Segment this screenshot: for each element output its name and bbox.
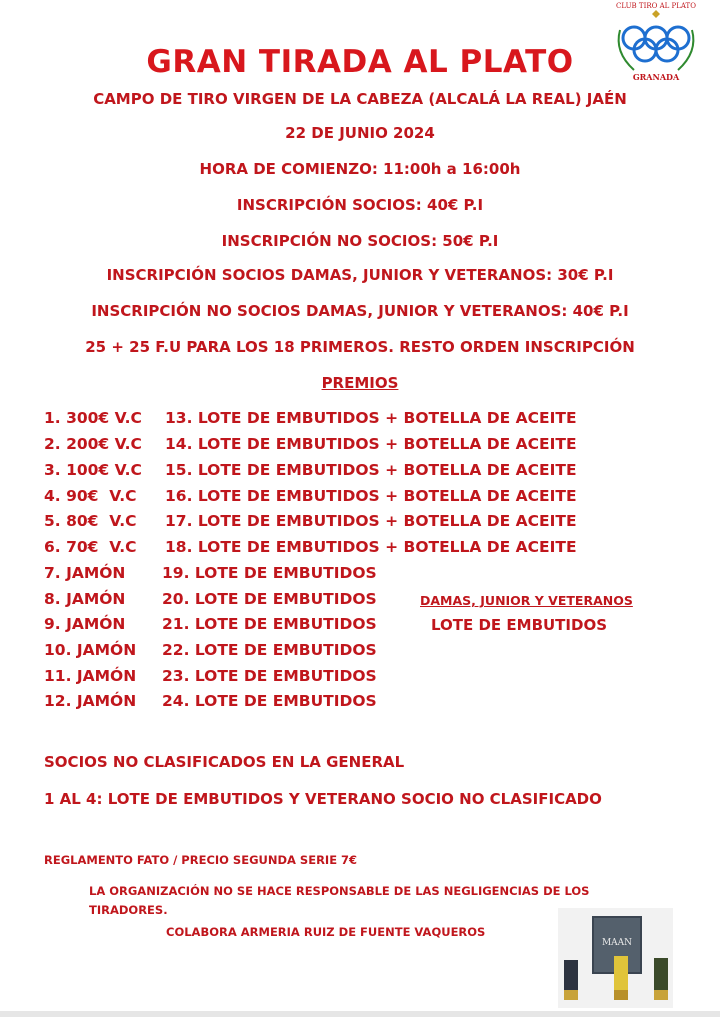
fee-no-socios: INSCRIPCIÓN NO SOCIOS: 50€ P.I <box>221 232 499 250</box>
prize-left-4: 4. 90€ V.C <box>44 487 137 505</box>
socios-prize: 1 AL 4: LOTE DE EMBUTIDOS Y VETERANO SOCIO NO CLASIFICADO <box>44 790 602 808</box>
prize-right-24: 24. LOTE DE EMBUTIDOS <box>162 692 377 710</box>
organizacion-line-2: TIRADORES. <box>89 903 168 917</box>
socios-no-clasificados: SOCIOS NO CLASIFICADOS EN LA GENERAL <box>44 753 405 771</box>
ammo-brand-label: MAAN <box>601 938 633 948</box>
date-line: 22 DE JUNIO 2024 <box>285 124 435 142</box>
page-title: GRAN TIRADA AL PLATO <box>146 44 574 80</box>
prize-left-1: 1. 300€ V.C <box>44 409 142 427</box>
prize-left-7: 7. JAMÓN <box>44 564 126 582</box>
prize-right-13: 13. LOTE DE EMBUTIDOS + BOTELLA DE ACEITE <box>165 409 577 427</box>
prize-right-18: 18. LOTE DE EMBUTIDOS + BOTELLA DE ACEITE <box>165 538 577 556</box>
fee-socios-damas: INSCRIPCIÓN SOCIOS DAMAS, JUNIOR Y VETERANOS: 30€ P.I <box>106 266 614 284</box>
prize-left-8: 8. JAMÓN <box>44 590 126 608</box>
fee-socios: INSCRIPCIÓN SOCIOS: 40€ P.I <box>236 196 484 214</box>
prize-right-22: 22. LOTE DE EMBUTIDOS <box>162 641 377 659</box>
prize-left-3: 3. 100€ V.C <box>44 461 142 479</box>
prize-right-19: 19. LOTE DE EMBUTIDOS <box>162 564 377 582</box>
prize-left-12: 12. JAMÓN <box>44 692 137 710</box>
time-line: HORA DE COMIENZO: 11:00h a 16:00h <box>199 160 521 178</box>
fu-line: 25 + 25 F.U PARA LOS 18 PRIMEROS. RESTO ORDEN INSCRIPCIÓN <box>85 338 635 356</box>
organizacion-line-1: LA ORGANIZACIÓN NO SE HACE RESPONSABLE DE LAS NEGLIGENCIAS DE LOS <box>89 884 590 898</box>
prize-right-14: 14. LOTE DE EMBUTIDOS + BOTELLA DE ACEITE <box>165 435 577 453</box>
prize-left-6: 6. 70€ V.C <box>44 538 137 556</box>
prize-left-11: 11. JAMÓN <box>44 667 137 685</box>
prize-left-2: 2. 200€ V.C <box>44 435 142 453</box>
logo-top-text: CLUB TIRO AL PLATO <box>616 2 696 10</box>
prize-left-5: 5. 80€ V.C <box>44 512 137 530</box>
prize-left-10: 10. JAMÓN <box>44 641 137 659</box>
premios-heading: PREMIOS <box>321 374 399 392</box>
prize-right-23: 23. LOTE DE EMBUTIDOS <box>162 667 377 685</box>
damas-prize: LOTE DE EMBUTIDOS <box>431 616 608 634</box>
fee-no-socios-damas: INSCRIPCIÓN NO SOCIOS DAMAS, JUNIOR Y VETERANOS: 40€ P.I <box>91 302 629 320</box>
colabora-line: COLABORA ARMERIA RUIZ DE FUENTE VAQUEROS <box>166 925 486 939</box>
venue-line: CAMPO DE TIRO VIRGEN DE LA CABEZA (ALCALÁ LA REAL) JAÉN <box>93 90 627 108</box>
bottom-divider <box>0 1011 720 1017</box>
prize-right-17: 17. LOTE DE EMBUTIDOS + BOTELLA DE ACEITE <box>165 512 577 530</box>
prize-right-21: 21. LOTE DE EMBUTIDOS <box>162 615 377 633</box>
logo-bottom-text: GRANADA <box>632 72 680 82</box>
damas-heading: DAMAS, JUNIOR Y VETERANOS <box>420 593 633 608</box>
prize-left-9: 9. JAMÓN <box>44 615 126 633</box>
prize-right-15: 15. LOTE DE EMBUTIDOS + BOTELLA DE ACEITE <box>165 461 577 479</box>
prize-right-20: 20. LOTE DE EMBUTIDOS <box>162 590 377 608</box>
reglamento-line: REGLAMENTO FATO / PRECIO SEGUNDA SERIE 7€ <box>44 853 358 867</box>
ammo-product-image <box>558 908 673 1008</box>
prize-right-16: 16. LOTE DE EMBUTIDOS + BOTELLA DE ACEITE <box>165 487 577 505</box>
